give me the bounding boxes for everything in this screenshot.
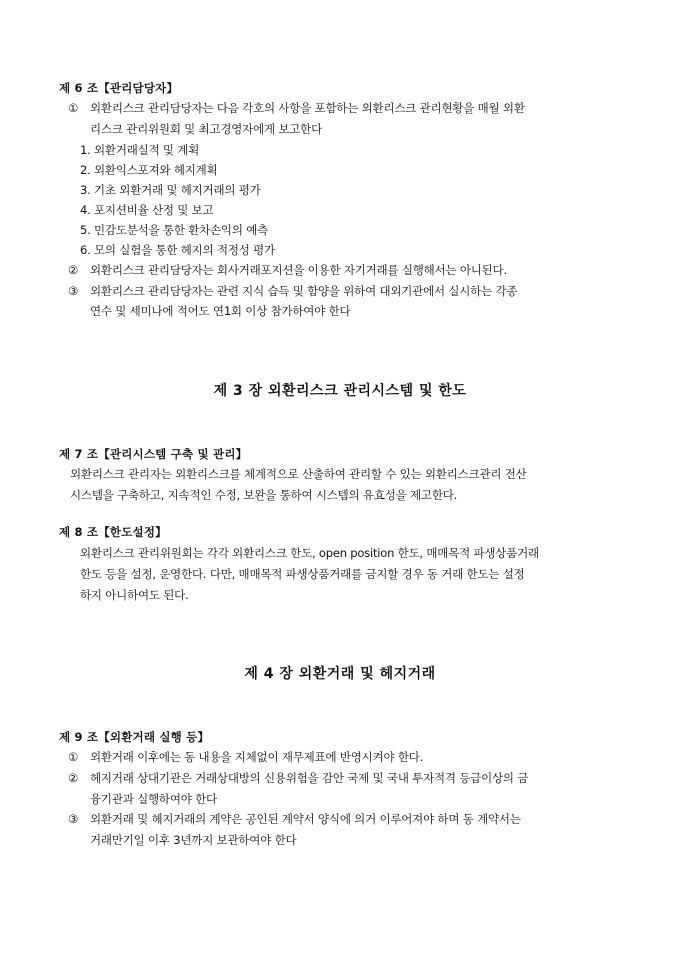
chapter-4-heading: 제 4 장 외환거래 및 헤지거래 (244, 666, 436, 682)
para-text: 외환리스크 관리담당자는 다음 각호의 사항을 포함하는 외환리스크 관리현황을 매월 외환 (90, 101, 525, 115)
article-8-text-cont: 한도 등을 설정, 운영한다. 다만, 매매목적 파생상품거래를 금지할 경우 동 거래 한도는 설정 (80, 567, 525, 581)
para-marker: ① (68, 750, 79, 764)
article-8-text-cont: 하지 아니하여도 된다. (80, 588, 189, 602)
article-9-para-1 (68, 749, 423, 765)
article-7-title: 제 7 조【관리시스템 구축 및 관리】 (59, 447, 248, 461)
list-item: 3. 기초 외환거래 및 헤지거래의 평가 (80, 183, 261, 197)
list-item: 6. 모의 실험을 통한 헤지의 적정성 평가 (80, 243, 275, 257)
list-item: 2. 외환익스포져와 헤지계획 (80, 163, 218, 177)
article-9-para-3-cont: 거래만기일 이후 3년까지 보관하여야 한다 (90, 833, 297, 847)
para-text: 외환거래 및 헤지거래의 계약은 공인된 계약서 양식에 의거 이루어져야 하며 동 계약서는 (90, 812, 521, 826)
para-marker: ① (68, 101, 79, 115)
para-text: 헤지거래 상대기관은 거래상대방의 신용위험을 감안 국제 및 국내 투자적격 등급이상의 금 (90, 771, 529, 785)
article-6-para-1-cont: 리스크 관리위원회 및 최고경영자에게 보고한다 (90, 122, 322, 136)
list-item: 1. 외환거래실적 및 계획 (80, 143, 200, 157)
article-6-para-3-cont: 연수 및 세미나에 적어도 연1회 이상 참가하여야 한다 (90, 304, 351, 318)
article-9-para-2 (68, 770, 528, 786)
article-7-text-cont: 시스템을 구축하고, 지속적인 수정, 보완을 통하여 시스템의 유효성을 제고한다. (70, 488, 458, 502)
article-6-para-1 (68, 100, 525, 116)
chapter-3-heading: 제 3 장 외환리스크 관리시스템 및 한도 (213, 383, 467, 399)
article-6-para-2 (68, 262, 507, 278)
para-marker: ③ (68, 284, 79, 298)
article-8-text: 외환리스크 관리위원회는 각각 외환리스크 한도, open position 한도, 매매목적 파생상품거래 (80, 546, 539, 560)
article-9-para-3 (68, 811, 521, 827)
list-item: 5. 민감도분석을 통한 환차손익의 예측 (80, 223, 269, 237)
para-text: 외환리스크 관리담당자는 회사거래포지션을 이용한 자기거래를 실행해서는 아니된다. (90, 263, 507, 277)
article-9-para-2-cont: 융기관과 실행하여야 한다 (90, 792, 217, 806)
para-text: 외환리스크 관리담당자는 관련 지식 습득 및 함양을 위하여 대외기관에서 실시하는 각종 (90, 284, 518, 298)
article-9-title: 제 9 조【외환거래 실행 등】 (59, 730, 210, 744)
article-8-title: 제 8 조【한도설정】 (59, 525, 167, 539)
article-6-title: 제 6 조【관리담당자】 (59, 81, 179, 95)
para-text: 외환거래 이후에는 동 내용을 지체없이 재무제표에 반영시켜야 한다. (90, 750, 424, 764)
para-marker: ② (68, 771, 79, 785)
para-marker: ③ (68, 812, 79, 826)
para-marker: ② (68, 263, 79, 277)
article-6-para-3 (68, 283, 517, 299)
list-item: 4. 포지션비율 산정 및 보고 (80, 203, 214, 217)
article-7-text: 외환리스크 관리자는 외환리스크를 체계적으로 산출하여 관리할 수 있는 외환리스크관리 전산 (70, 467, 527, 481)
